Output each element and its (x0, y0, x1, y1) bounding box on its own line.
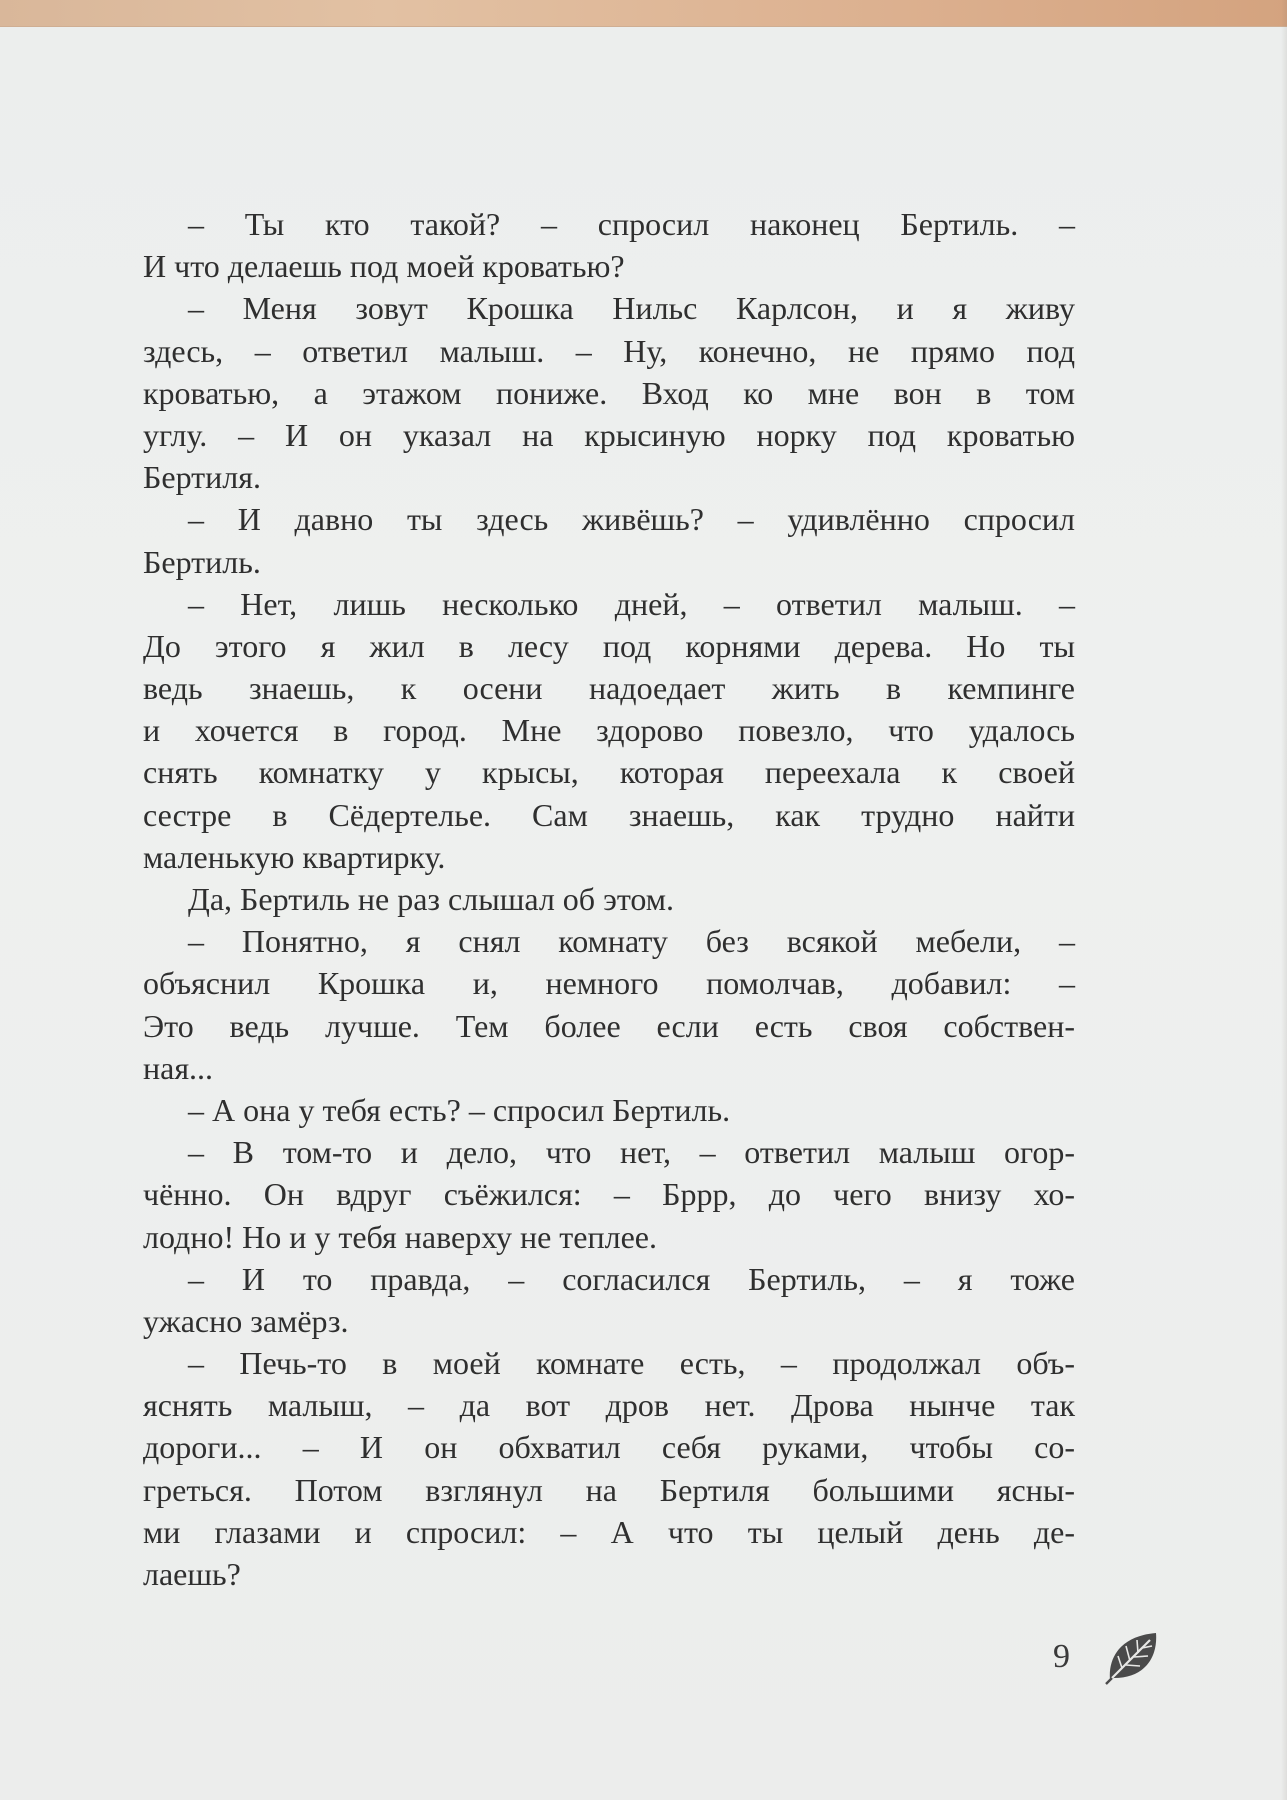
text-line: ная... (143, 1049, 214, 1086)
text-line: Это ведь лучше. Тем более если есть своя собствен- (143, 1007, 1075, 1044)
text-line: До этого я жил в лесу под корнями дерева. Но ты (143, 627, 1075, 664)
page-top-edge (0, 0, 1287, 27)
text-line: лодно! Но и у тебя наверху не теплее. (143, 1218, 657, 1255)
text-line: ми глазами и спросил: – А что ты целый день де- (143, 1513, 1075, 1550)
text-line: – В том-то и дело, что нет, – ответил малыш огор- (188, 1134, 1075, 1171)
leaf-icon (1104, 1628, 1162, 1686)
text-line: Бертиля. (143, 459, 261, 496)
text-line: Да, Бертиль не раз слышал об этом. (188, 881, 675, 917)
text-line: – Ты кто такой? – спросил наконец Бертиль. – (188, 206, 1075, 242)
text-line: – И то правда, – согласился Бертиль, – я тоже (188, 1260, 1075, 1297)
text-line: – Понятно, я снял комнату без всякой мебели, – (188, 923, 1075, 960)
text-line: кроватью, а этажом пониже. Вход ко мне вон в том (143, 374, 1075, 411)
text-line: и хочется в город. Мне здорово повезло, что удалось (143, 712, 1075, 749)
text-line: здесь, – ответил малыш. – Ну, конечно, не прямо под (143, 332, 1075, 369)
text-line: маленькую квартирку. (143, 838, 446, 875)
page-right-shadow (1281, 0, 1287, 1800)
text-line: снять комнатку у крысы, которая переехала к своей (143, 754, 1075, 791)
body-text (143, 203, 1075, 1595)
text-line: сестре в Сёдертелье. Сам знаешь, как трудно найти (143, 796, 1075, 833)
text-line: – Нет, лишь несколько дней, – ответил малыш. – (188, 585, 1075, 622)
text-line: – Меня зовут Крошка Нильс Карлсон, и я живу (188, 290, 1075, 327)
text-line: углу. – И он указал на крысиную норку под кроватью (143, 416, 1075, 453)
text-line: чённо. Он вдруг съёжился: – Бррр, до чего внизу хо- (143, 1176, 1075, 1213)
text-line: ведь знаешь, к осени надоедает жить в кемпинге (143, 670, 1075, 707)
text-line: лаешь? (143, 1556, 241, 1592)
text-line: дороги... – И он обхватил себя руками, чтобы со- (143, 1429, 1075, 1466)
text-line: яснять малыш, – да вот дров нет. Дрова нынче так (143, 1387, 1075, 1424)
text-line: – Печь-то в моей комнате есть, – продолжал объ- (188, 1345, 1075, 1382)
text-line: – А она у тебя есть? – спросил Бертиль. (188, 1091, 731, 1128)
page-number: 9 (1053, 1638, 1070, 1675)
text-line: И что делаешь под моей кроватью? (143, 248, 625, 285)
text-line: греться. Потом взглянул на Бертиля большими ясны- (143, 1471, 1075, 1508)
text-line: Бертиль. (143, 543, 261, 580)
text-line: ужасно замёрз. (143, 1302, 349, 1339)
text-line: – И давно ты здесь живёшь? – удивлённо спросил (188, 501, 1075, 538)
text-line: объяснил Крошка и, немного помолчав, добавил: – (143, 965, 1075, 1002)
